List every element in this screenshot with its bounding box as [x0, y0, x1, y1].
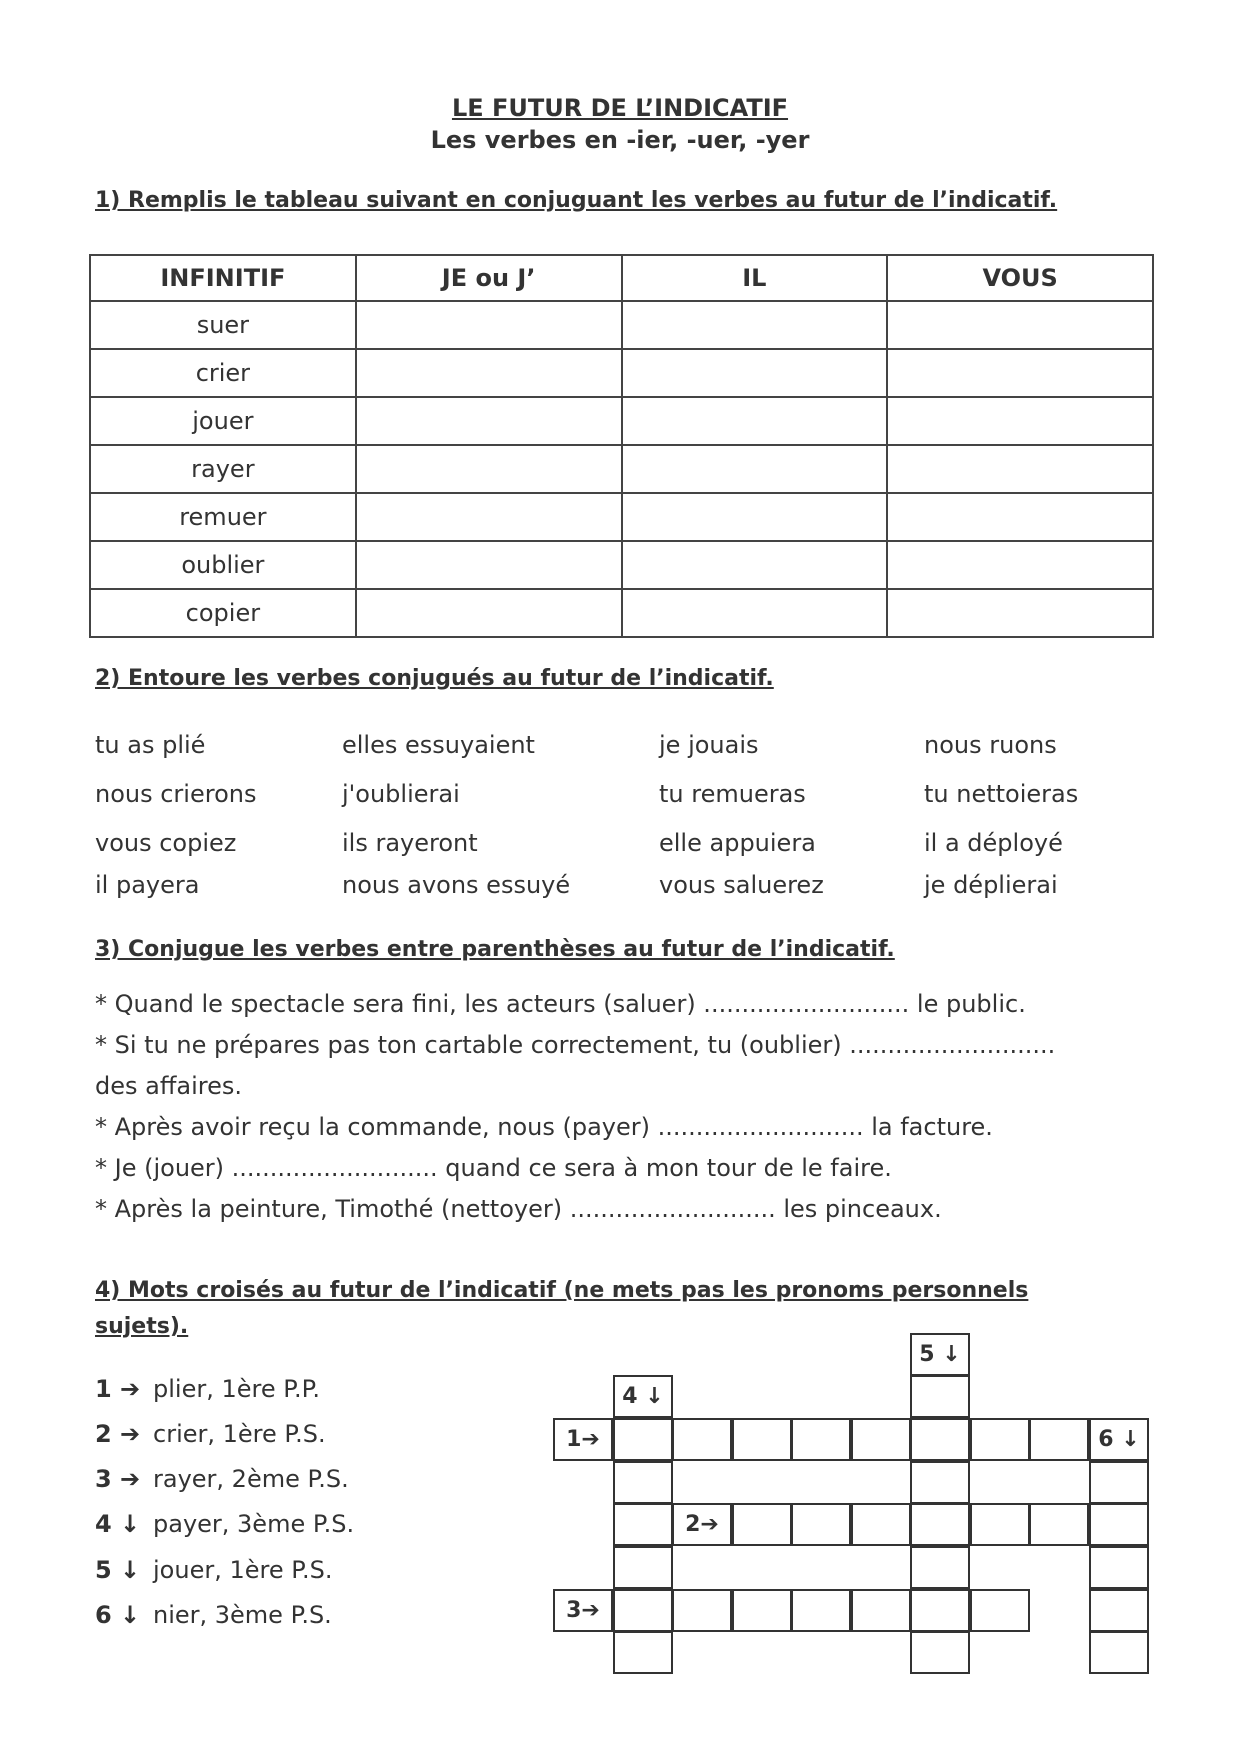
verb-cell: crier	[90, 349, 356, 397]
answer-cell-je[interactable]	[356, 589, 622, 637]
answer-cell-je[interactable]	[356, 301, 622, 349]
clue-text: payer, 3ème P.S.	[153, 1510, 355, 1538]
crossword-cell[interactable]	[613, 1631, 673, 1674]
clue-text: crier, 1ère P.S.	[153, 1420, 326, 1448]
verb-option[interactable]: nous crierons	[95, 780, 257, 808]
page-title: LE FUTUR DE L’INDICATIF	[451, 94, 789, 122]
answer-cell-vous[interactable]	[887, 493, 1153, 541]
header-vous: VOUS	[887, 255, 1153, 301]
crossword-cell[interactable]	[910, 1631, 970, 1674]
clue-item	[95, 1420, 326, 1448]
crossword-cell[interactable]	[613, 1418, 673, 1461]
crossword-cell[interactable]	[672, 1589, 732, 1632]
crossword-clue-cell: 2➔	[672, 1503, 732, 1546]
answer-cell-vous[interactable]	[887, 397, 1153, 445]
verb-cell: suer	[90, 301, 356, 349]
header-je: JE ou J’	[356, 255, 622, 301]
crossword-cell[interactable]	[1029, 1503, 1089, 1546]
answer-cell-il[interactable]	[622, 541, 888, 589]
sentence-line: * Après avoir reçu la commande, nous (payer) ........................... la facture.	[95, 1113, 993, 1141]
sentence-line: * Quand le spectacle sera fini, les acteurs (saluer) ........................... le public.	[95, 990, 1026, 1018]
answer-cell-je[interactable]	[356, 445, 622, 493]
table-row	[90, 349, 1153, 397]
clue-item	[95, 1556, 332, 1584]
crossword-cell[interactable]	[791, 1503, 851, 1546]
crossword-cell[interactable]	[970, 1503, 1030, 1546]
clue-number: 1 ➔	[95, 1375, 141, 1403]
crossword-cell[interactable]	[613, 1461, 673, 1504]
clue-text: plier, 1ère P.P.	[153, 1375, 320, 1403]
table-row	[90, 445, 1153, 493]
conjugation-table	[89, 254, 1154, 638]
answer-cell-vous[interactable]	[887, 445, 1153, 493]
answer-cell-je[interactable]	[356, 493, 622, 541]
verb-cell: jouer	[90, 397, 356, 445]
answer-cell-vous[interactable]	[887, 541, 1153, 589]
crossword-cell[interactable]	[1089, 1461, 1149, 1504]
crossword-cell[interactable]	[732, 1503, 792, 1546]
crossword-cell[interactable]	[970, 1418, 1030, 1461]
verb-option[interactable]: tu nettoieras	[924, 780, 1079, 808]
crossword-cell[interactable]	[732, 1418, 792, 1461]
verb-option[interactable]: nous avons essuyé	[342, 871, 571, 899]
answer-cell-il[interactable]	[622, 589, 888, 637]
crossword-cell[interactable]	[1089, 1589, 1149, 1632]
crossword-cell[interactable]	[910, 1375, 970, 1418]
verb-option[interactable]: tu remueras	[659, 780, 806, 808]
exercise4-heading-line2: sujets).	[95, 1314, 189, 1339]
exercise3-heading: 3) Conjugue les verbes entre parenthèses au futur de l’indicatif.	[95, 937, 895, 962]
exercise4-heading-line1: 4) Mots croisés au futur de l’indicatif (ne mets pas les pronoms personnels	[95, 1278, 1029, 1303]
answer-cell-il[interactable]	[622, 493, 888, 541]
exercise2-heading: 2) Entoure les verbes conjugués au futur de l’indicatif.	[95, 666, 774, 691]
verb-option[interactable]: elle appuiera	[659, 829, 816, 857]
crossword-clue-cell: 3➔	[553, 1589, 613, 1632]
answer-cell-vous[interactable]	[887, 349, 1153, 397]
verb-cell: remuer	[90, 493, 356, 541]
clue-number: 5 ↓	[95, 1556, 141, 1584]
crossword-cell[interactable]	[910, 1418, 970, 1461]
crossword-cell[interactable]	[672, 1418, 732, 1461]
answer-cell-vous[interactable]	[887, 301, 1153, 349]
crossword-cell[interactable]	[851, 1418, 911, 1461]
clue-text: jouer, 1ère P.S.	[153, 1556, 333, 1584]
table-row	[90, 541, 1153, 589]
clue-item	[95, 1601, 332, 1629]
answer-cell-il[interactable]	[622, 445, 888, 493]
crossword-cell[interactable]	[732, 1589, 792, 1632]
crossword-cell[interactable]	[613, 1589, 673, 1632]
clue-item	[95, 1465, 349, 1493]
crossword-cell[interactable]	[851, 1503, 911, 1546]
page-subtitle: Les verbes en -ier, -uer, -yer	[430, 126, 810, 154]
answer-cell-il[interactable]	[622, 397, 888, 445]
header-infinitif: INFINITIF	[90, 255, 356, 301]
verb-option[interactable]: vous saluerez	[659, 871, 824, 899]
crossword-cell[interactable]	[1089, 1546, 1149, 1589]
answer-cell-je[interactable]	[356, 349, 622, 397]
answer-cell-je[interactable]	[356, 541, 622, 589]
verb-option[interactable]: tu as plié	[95, 731, 206, 759]
clue-number: 4 ↓	[95, 1510, 141, 1538]
table-row	[90, 589, 1153, 637]
verb-option[interactable]: elles essuyaient	[342, 731, 535, 759]
crossword-clue-cell: 5 ↓	[910, 1333, 970, 1376]
crossword-cell[interactable]	[613, 1503, 673, 1546]
table-row	[90, 397, 1153, 445]
sentence-line: * Si tu ne prépares pas ton cartable correctement, tu (oublier) ...........................	[95, 1031, 1056, 1059]
sentence-line: * Je (jouer) ........................... quand ce sera à mon tour de le faire.	[95, 1154, 892, 1182]
crossword-cell[interactable]	[851, 1589, 911, 1632]
clue-number: 3 ➔	[95, 1465, 141, 1493]
answer-cell-il[interactable]	[622, 349, 888, 397]
verb-option[interactable]: ils rayeront	[342, 829, 478, 857]
answer-cell-il[interactable]	[622, 301, 888, 349]
verb-cell: copier	[90, 589, 356, 637]
clue-number: 6 ↓	[95, 1601, 141, 1629]
crossword-cell[interactable]	[1089, 1503, 1149, 1546]
crossword-clue-cell: 4 ↓	[613, 1375, 673, 1418]
crossword-clue-cell: 6 ↓	[1089, 1418, 1149, 1461]
sentence-line: des affaires.	[95, 1072, 242, 1100]
table-row	[90, 301, 1153, 349]
verb-cell: oublier	[90, 541, 356, 589]
crossword-cell[interactable]	[910, 1503, 970, 1546]
verb-option[interactable]: j'oublierai	[342, 780, 460, 808]
verb-option[interactable]: nous ruons	[924, 731, 1057, 759]
answer-cell-je[interactable]	[356, 397, 622, 445]
verb-option[interactable]: je jouais	[659, 731, 759, 759]
answer-cell-vous[interactable]	[887, 589, 1153, 637]
crossword-cell[interactable]	[970, 1589, 1030, 1632]
exercise1-heading: 1) Remplis le tableau suivant en conjuguant les verbes au futur de l’indicatif.	[95, 188, 1058, 213]
crossword-cell[interactable]	[910, 1546, 970, 1589]
crossword-cell[interactable]	[791, 1589, 851, 1632]
verb-cell: rayer	[90, 445, 356, 493]
crossword-cell[interactable]	[1029, 1418, 1089, 1461]
verb-option[interactable]: je déplierai	[924, 871, 1058, 899]
clue-text: rayer, 2ème P.S.	[153, 1465, 349, 1493]
sentence-line: * Après la peinture, Timothé (nettoyer) ........................... les pinceaux.	[95, 1195, 942, 1223]
clue-text: nier, 3ème P.S.	[153, 1601, 332, 1629]
crossword-cell[interactable]	[910, 1461, 970, 1504]
verb-option[interactable]: il a déployé	[924, 829, 1063, 857]
clue-item	[95, 1510, 354, 1538]
table-row	[90, 493, 1153, 541]
header-il: IL	[622, 255, 888, 301]
crossword-cell[interactable]	[613, 1546, 673, 1589]
crossword-clue-cell: 1➔	[553, 1418, 613, 1461]
crossword-cell[interactable]	[791, 1418, 851, 1461]
table-header-row	[90, 255, 1153, 301]
verb-option[interactable]: il payera	[95, 871, 200, 899]
crossword-cell[interactable]	[910, 1589, 970, 1632]
clue-item	[95, 1375, 320, 1403]
crossword-cell[interactable]	[1089, 1631, 1149, 1674]
clue-number: 2 ➔	[95, 1420, 141, 1448]
verb-option[interactable]: vous copiez	[95, 829, 237, 857]
